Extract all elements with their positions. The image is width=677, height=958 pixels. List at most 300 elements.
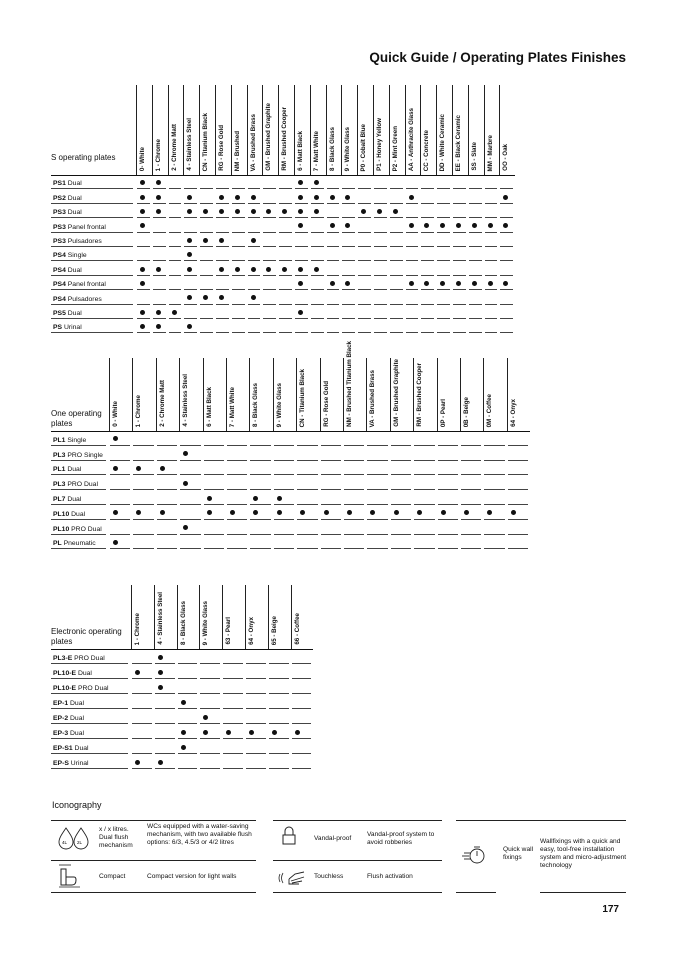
row-name: Panel frontal (67, 281, 106, 289)
divider (273, 892, 442, 893)
column-header-label: 0 - White (112, 401, 119, 427)
row-code: PL3 (53, 451, 66, 459)
availability-dot (345, 223, 350, 228)
table-row (51, 694, 313, 709)
availability-dot (440, 281, 445, 286)
column-header-label: 66 - Coffee (293, 613, 301, 645)
row-name: Dual (70, 715, 84, 722)
row-name: Dual (74, 745, 89, 752)
row-name: Dual (77, 670, 92, 677)
column-header (483, 358, 506, 431)
availability-dot (330, 195, 335, 200)
row-label (53, 685, 109, 692)
column-header-label: 2 - Chrome Matt (170, 124, 178, 171)
svg-text:2L: 2L (77, 840, 83, 845)
row-name: PRO Dual (77, 685, 109, 692)
wall-fixing-icon (462, 845, 488, 867)
divider (540, 892, 626, 893)
availability-dot (298, 267, 303, 272)
availability-dot (156, 324, 161, 329)
table-row (51, 175, 515, 189)
column-header-label: 0P - Pearl (439, 398, 447, 427)
availability-dot (298, 180, 303, 185)
availability-dot (282, 209, 287, 214)
availability-dot (235, 267, 240, 272)
row-code: PL10 (53, 525, 70, 533)
cell-divider (180, 548, 200, 549)
availability-dot (156, 209, 161, 214)
dual-flush-label: x / x litres. Dual flush mechanism (99, 826, 133, 849)
availability-dot (187, 238, 192, 243)
row-code: PS4 (53, 295, 66, 303)
cell-divider (342, 332, 355, 333)
row-code: EP-3 (53, 730, 69, 737)
divider (51, 860, 256, 861)
row-code: PS4 (53, 252, 66, 260)
row-code: PS5 (53, 309, 66, 317)
availability-dot (511, 510, 516, 515)
column-header-label: GM - Brushed Graphite (392, 359, 400, 427)
cell-divider (344, 548, 364, 549)
column-header-label: 4 - Stainless Steel (156, 592, 164, 645)
column-header (389, 85, 405, 175)
column-header-label: VA - Brushed Brass (369, 369, 377, 427)
column-header (484, 85, 500, 175)
availability-dot (298, 281, 303, 286)
row-code: PL (53, 540, 62, 548)
availability-dot (187, 209, 192, 214)
availability-dot (424, 281, 429, 286)
row-code: PL10-E (53, 685, 77, 692)
row-code: PL10 (53, 510, 70, 518)
availability-dot (503, 281, 508, 286)
column-header (460, 358, 483, 431)
table-row (51, 319, 515, 333)
availability-dot (314, 195, 319, 200)
column-header (199, 585, 222, 649)
column-header (296, 358, 319, 431)
row-code: PL7 (53, 495, 66, 503)
row-divider (51, 332, 133, 333)
row-label (53, 700, 84, 707)
column-header (249, 358, 272, 431)
availability-dot (136, 466, 141, 471)
column-header-label: 2 - Chrome Matt (158, 380, 166, 427)
cell-divider (263, 332, 276, 333)
wall-fixings-label: Quick wall fixings (503, 846, 534, 861)
row-name: Pulsadores (67, 295, 102, 303)
cell-divider (248, 332, 261, 333)
row-label (53, 324, 82, 331)
availability-dot (160, 510, 165, 515)
availability-dot (251, 267, 256, 272)
table-row (51, 446, 530, 461)
availability-dot (456, 281, 461, 286)
row-label (53, 296, 102, 303)
column-header (179, 358, 202, 431)
svg-text:4L: 4L (62, 840, 68, 845)
column-header (226, 358, 249, 431)
row-label (53, 466, 81, 473)
table-row (51, 724, 313, 739)
column-header (154, 585, 177, 649)
availability-dot (393, 209, 398, 214)
cell-divider (453, 332, 466, 333)
row-name: Dual (67, 266, 82, 274)
availability-dot (503, 195, 508, 200)
column-header (222, 585, 245, 649)
column-header (366, 358, 389, 431)
availability-dot (298, 310, 303, 315)
row-label (53, 281, 106, 288)
column-header-label: 6 - Matt Black (205, 387, 213, 427)
column-header (131, 585, 154, 649)
row-label (53, 526, 102, 533)
availability-dot (251, 295, 256, 300)
vandal-proof-label: Vandal-proof (314, 835, 352, 842)
cell-divider (216, 332, 229, 333)
row-name: Urinal (70, 760, 89, 767)
column-header (436, 85, 452, 175)
row-code: PS3 (53, 209, 66, 217)
availability-dot (298, 209, 303, 214)
divider (273, 820, 442, 821)
availability-dot (487, 510, 492, 515)
availability-dot (472, 223, 477, 228)
column-header (273, 358, 296, 431)
dual-flush-icon (57, 826, 91, 852)
row-label (53, 209, 82, 216)
availability-dot (314, 209, 319, 214)
availability-dot (156, 195, 161, 200)
row-label (53, 180, 82, 187)
row-code: PS3 (53, 237, 66, 245)
availability-dot (253, 510, 258, 515)
row-label (53, 670, 92, 677)
row-name: Dual (67, 309, 82, 317)
table-row (51, 218, 515, 232)
column-header-label: 7 - Matt White (229, 386, 236, 427)
column-header (320, 358, 343, 431)
availability-dot (314, 180, 319, 185)
column-header-label: 8 - Black Glass (328, 126, 336, 171)
cell-divider (438, 548, 458, 549)
availability-dot (226, 730, 231, 735)
availability-dot (140, 209, 145, 214)
cell-divider (297, 548, 317, 549)
cell-divider (137, 332, 150, 333)
availability-dot (272, 730, 277, 735)
table-row (51, 649, 313, 664)
cell-divider (321, 548, 341, 549)
row-label (53, 655, 105, 662)
cell-divider (232, 332, 245, 333)
cell-divider (155, 768, 175, 769)
column-header (152, 85, 168, 175)
cell-divider (292, 768, 312, 769)
divider (273, 860, 442, 861)
row-name: Pulsadores (67, 237, 102, 245)
column-header (247, 85, 263, 175)
cell-divider (358, 332, 371, 333)
cell-divider (421, 332, 434, 333)
divider (51, 820, 256, 821)
row-label (53, 310, 82, 317)
row-code: EP-2 (53, 715, 69, 722)
dual-flush-desc: WCs equipped with a water-saving mechanism, with two available flush options: 6/3, 4.5/3 or 4/2 litres (147, 823, 252, 846)
column-header (156, 358, 179, 431)
availability-dot (298, 195, 303, 200)
availability-dot (441, 510, 446, 515)
column-header (132, 358, 155, 431)
availability-dot (160, 466, 165, 471)
availability-dot (295, 730, 300, 735)
cell-divider (500, 332, 513, 333)
availability-dot (417, 510, 422, 515)
cell-divider (223, 768, 243, 769)
availability-dot (370, 510, 375, 515)
cell-divider (414, 548, 434, 549)
cell-divider (327, 332, 340, 333)
row-label (53, 238, 102, 245)
column-header-label: NM - Brushed Titanium Black (346, 341, 353, 427)
page-title: Quick Guide / Operating Plates Finishes (369, 50, 626, 65)
row-code: PS (53, 324, 63, 332)
cell-divider (279, 332, 292, 333)
cell-divider (390, 332, 403, 333)
availability-dot (187, 324, 192, 329)
row-label (53, 224, 106, 231)
row-code: PL1 (53, 436, 66, 444)
availability-dot (409, 195, 414, 200)
availability-dot (235, 209, 240, 214)
cell-divider (153, 332, 166, 333)
cell-divider (132, 768, 152, 769)
column-header-label: AA - Anthracite Glass (407, 107, 415, 171)
column-header (203, 358, 226, 431)
availability-dot (156, 180, 161, 185)
column-header (310, 85, 326, 175)
column-header (507, 358, 530, 431)
column-header (183, 85, 199, 175)
touchless-desc: Flush activation (367, 873, 413, 880)
availability-dot (140, 195, 145, 200)
column-header (262, 85, 278, 175)
cell-divider (461, 548, 481, 549)
availability-dot (203, 295, 208, 300)
row-label (53, 195, 82, 202)
cell-divider (437, 332, 450, 333)
row-code: PS1 (53, 180, 66, 188)
column-header-label: RG - Rose Gold (218, 125, 225, 171)
availability-dot (249, 730, 254, 735)
row-name: Dual (70, 730, 84, 737)
availability-dot (266, 209, 271, 214)
availability-dot (207, 496, 212, 501)
availability-dot (298, 223, 303, 228)
availability-dot (409, 223, 414, 228)
column-header (341, 85, 357, 175)
column-header (177, 585, 200, 649)
table-row (51, 247, 515, 261)
column-header-label: 8 - Black Glass (179, 600, 187, 645)
availability-dot (472, 281, 477, 286)
row-name: PRO Dual (67, 481, 98, 489)
table-row (51, 754, 313, 769)
table-row (51, 664, 313, 679)
column-header (326, 85, 342, 175)
column-header-label: 6 - Matt Black (297, 131, 304, 171)
row-label (53, 452, 103, 459)
table-header-label: Electronic operating plates (51, 627, 122, 646)
availability-dot (203, 238, 208, 243)
column-header (278, 85, 294, 175)
row-code: EP-S1 (53, 745, 73, 752)
row-code: PS3 (53, 223, 66, 231)
column-header-label: 4 - Stainless Steel (186, 118, 194, 171)
row-label (53, 760, 89, 767)
column-header-label: 9 - White Glass (202, 600, 210, 645)
row-code: PL10-E (53, 670, 77, 677)
cell-divider (110, 548, 130, 549)
availability-dot (300, 510, 305, 515)
cell-divider (295, 332, 308, 333)
row-label (53, 437, 86, 444)
table-row (51, 204, 515, 218)
divider (456, 820, 626, 821)
availability-dot (253, 496, 258, 501)
column-header-label: RM - Brushed Cooper (416, 363, 424, 427)
row-name: Dual (67, 194, 82, 202)
availability-dot (113, 540, 118, 545)
cell-divider (157, 548, 177, 549)
cell-divider (246, 768, 266, 769)
column-header-label: EE - Black Ceramic (455, 114, 462, 171)
column-header (268, 585, 291, 649)
column-header-label: VA - Brushed Brass (249, 113, 257, 171)
availability-dot (409, 281, 414, 286)
availability-dot (314, 267, 319, 272)
cell-divider (204, 548, 224, 549)
row-name: PRO Single (67, 451, 103, 459)
column-header (468, 85, 484, 175)
table-row (51, 276, 515, 290)
row-divider (51, 768, 128, 769)
row-label (53, 730, 84, 737)
availability-dot (282, 267, 287, 272)
table-header-label: One operating plates (51, 409, 102, 428)
column-header (109, 358, 132, 431)
availability-dot (251, 195, 256, 200)
cell-divider (200, 332, 213, 333)
table-row (51, 475, 530, 490)
table-row (51, 739, 313, 754)
availability-dot (330, 223, 335, 228)
column-header-label: 63 - Pearl (225, 617, 233, 645)
column-header-label: NM - Brushed (233, 130, 241, 171)
row-label (53, 252, 87, 259)
row-name: Dual (70, 700, 84, 707)
column-header (405, 85, 421, 175)
column-header (343, 341, 366, 431)
cell-divider (391, 548, 411, 549)
column-header-label: 4 - Stainless Steel (182, 374, 190, 427)
column-header-label: CN - Titanium Black (202, 112, 210, 171)
row-name: Dual (67, 180, 82, 188)
row-name: Dual (67, 495, 82, 503)
column-header (452, 85, 468, 175)
availability-dot (235, 195, 240, 200)
column-header (357, 85, 373, 175)
availability-dot (181, 745, 186, 750)
row-label (53, 745, 89, 752)
column-header-label: 64 - Onyx (509, 399, 517, 427)
table-row (51, 490, 530, 505)
row-code: PS2 (53, 194, 66, 202)
row-name: Urinal (63, 324, 82, 332)
column-header-label: OO - Oak (502, 144, 510, 171)
availability-dot (394, 510, 399, 515)
availability-dot (203, 209, 208, 214)
availability-dot (156, 267, 161, 272)
cell-divider (311, 332, 324, 333)
divider (456, 892, 496, 893)
availability-dot (140, 267, 145, 272)
column-header-label: P0 - Cobalt Blue (360, 123, 368, 171)
cell-divider (169, 332, 182, 333)
column-header-label: 64 - Onyx (248, 617, 255, 645)
availability-dot (203, 715, 208, 720)
row-name: Dual (67, 209, 82, 217)
table-row (51, 679, 313, 694)
availability-dot (158, 655, 163, 660)
row-name: Single (67, 436, 87, 444)
cell-divider (178, 768, 198, 769)
column-header-label: P2 - Mint Green (391, 125, 399, 171)
column-header (199, 85, 215, 175)
column-header-label: 1 - Chrome (154, 138, 162, 171)
availability-dot (183, 481, 188, 486)
availability-dot (187, 267, 192, 272)
availability-dot (158, 670, 163, 675)
availability-dot (140, 281, 145, 286)
row-name: Panel frontal (67, 223, 106, 231)
row-name: Pneumatic (63, 540, 96, 548)
column-header-label: P1 - Honey Yellow (376, 118, 383, 171)
column-header-label: CC - Concrete (423, 129, 431, 171)
row-label (53, 511, 85, 518)
cell-divider (227, 548, 247, 549)
availability-dot (503, 223, 508, 228)
column-header (231, 85, 247, 175)
availability-dot (113, 510, 118, 515)
table-row (51, 505, 530, 520)
table-row (51, 431, 530, 446)
availability-dot (456, 223, 461, 228)
availability-dot (266, 267, 271, 272)
column-header (136, 85, 152, 175)
row-label (53, 481, 98, 488)
availability-dot (377, 209, 382, 214)
column-header (373, 85, 389, 175)
compact-label: Compact (99, 873, 126, 880)
padlock-icon (281, 826, 297, 846)
row-code: PS4 (53, 281, 66, 289)
cell-divider (469, 332, 482, 333)
table-row (51, 535, 530, 550)
row-code: PL3 (53, 481, 66, 489)
wall-fixings-desc: Wallfixings with a quick and easy, tool-free installation system and micro-adjustment technology (540, 838, 627, 869)
